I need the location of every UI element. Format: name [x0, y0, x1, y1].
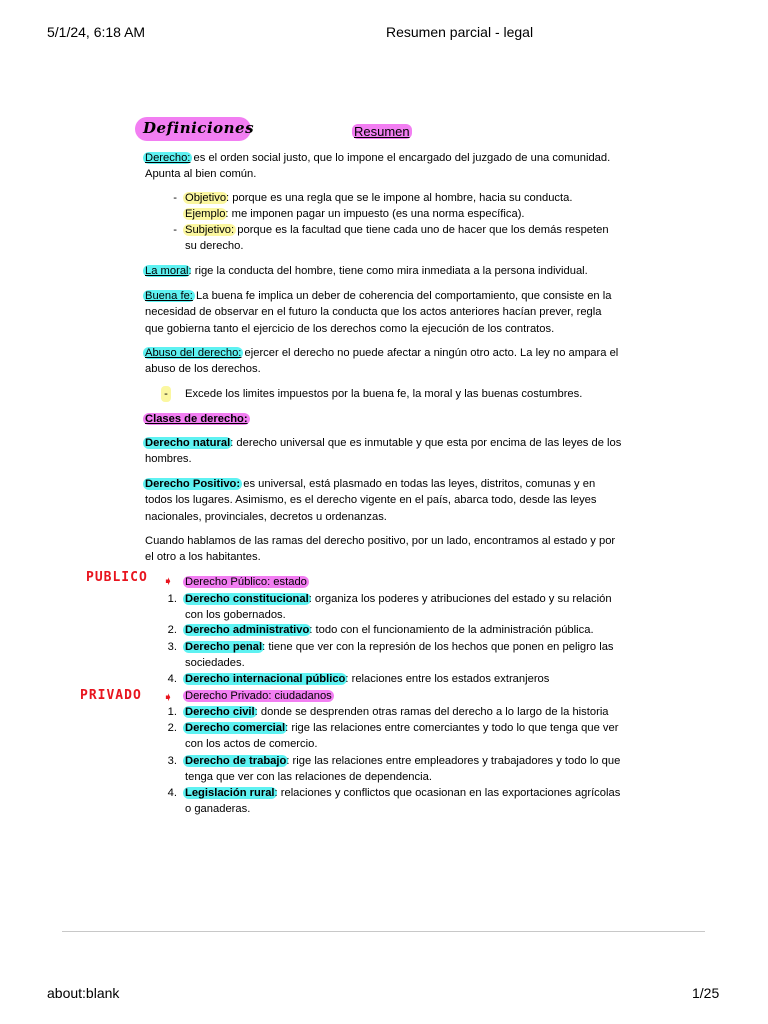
derecho-paragraph: [145, 150, 623, 183]
abuso-text: ejercer el derecho no puede afectar a ningún otro acto. La ley no ampara el abuso de los derechos.: [145, 347, 619, 376]
item-term: Derecho comercial: [185, 722, 286, 734]
item-number: 2.: [167, 624, 177, 636]
buenafe-term: Buena fe:: [145, 290, 193, 302]
item-text: : donde se desprenden otras ramas del derecho a lo largo de la historia: [254, 706, 609, 718]
dash-marker: -: [173, 192, 177, 204]
ejemplo-term: Ejemplo: [185, 208, 226, 220]
item-term: Derecho internacional público: [185, 673, 346, 685]
subjetivo-term: Subjetivo:: [185, 224, 235, 236]
publico-handwritten-note: PUBLICO: [86, 570, 148, 585]
item-term: Derecho de trabajo: [185, 755, 287, 767]
dash-marker: -: [173, 224, 177, 236]
item-text: : tiene que ver con la represión de los hechos que ponen en peligro las sociedades.: [185, 641, 614, 670]
footer-url: about:blank: [47, 985, 120, 1001]
moral-paragraph: [145, 263, 623, 279]
subjetivo-text: porque es la facultad que tiene cada uno de hacer que los demás respeten su derecho.: [185, 224, 609, 253]
arrow-icon: ➧: [163, 574, 174, 588]
item-text: : relaciones y conflictos que ocasionan en las exportaciones agrícolas o ganaderas.: [185, 787, 621, 816]
derecho-text: es el orden social justo, que lo impone el encargado del juzgado de una comunidad. Apunta al bien común.: [145, 152, 611, 181]
item-number: 1.: [167, 706, 177, 718]
item-number: 3.: [167, 641, 177, 653]
moral-text: : rige la conducta del hombre, tiene como mira inmediata a la persona individual.: [188, 265, 588, 277]
definiciones-title-text: Definiciones: [143, 119, 255, 137]
page-divider: [62, 931, 705, 932]
abuso-term: Abuso del derecho:: [145, 347, 242, 359]
item-term: Legislación rural: [185, 787, 275, 799]
positivo-paragraph: [145, 476, 623, 525]
item-text: : rige las relaciones entre comerciantes y todo lo que tenga que ver con los actos de comercio.: [185, 722, 619, 751]
buenafe-text: La buena fe implica un deber de coherencia del comportamiento, que consiste en la necesidad de observar en el futuro la conducta que los actos anteriores hacían prever, regla que gobierna tanto el ejercicio de los derechos como la ejecución de los contratos.: [145, 290, 612, 335]
objetivo-text: : porque es una regla que se le impone al hombre, hacia su conducta.: [226, 192, 573, 204]
item-text: : organiza los poderes y atribuciones del estado y su relación con los gobernados.: [185, 593, 612, 622]
abuso-bullet-text: Excede los limites impuestos por la buena fe, la moral y las buenas costumbres.: [185, 388, 583, 400]
natural-term: Derecho natural: [145, 437, 231, 449]
definiciones-title: [135, 117, 255, 141]
item-text: : relaciones entre los estados extranjeros: [345, 673, 550, 685]
privado-handwritten-note: PRIVADO: [80, 688, 142, 703]
item-number: 4.: [167, 787, 177, 799]
natural-paragraph: [145, 435, 623, 468]
privado-heading: Derecho Privado: ciudadanos: [185, 690, 332, 702]
item-number: 1.: [167, 593, 177, 605]
buenafe-paragraph: [145, 288, 623, 337]
item-term: Derecho civil: [185, 706, 255, 718]
ramas-paragraph: Cuando hablamos de las ramas del derecho positivo, por un lado, encontramos al estado y por el otro a los habitantes.: [145, 535, 616, 564]
item-number: 4.: [167, 673, 177, 685]
objetivo-term: Objetivo: [185, 192, 227, 204]
ejemplo-text: : me imponen pagar un impuesto (es una norma específica).: [225, 208, 525, 220]
resumen-heading: Resumen: [354, 124, 410, 139]
derecho-term: Derecho:: [145, 152, 191, 164]
arrow-icon: ➧: [163, 690, 174, 704]
page-number: 1/25: [692, 985, 720, 1001]
abuso-paragraph: [145, 345, 623, 378]
positivo-term: Derecho Positivo:: [145, 478, 241, 490]
publico-heading: Derecho Público: estado: [185, 576, 307, 588]
print-title: Resumen parcial - legal: [386, 24, 534, 40]
item-text: : todo con el funcionamiento de la administración pública.: [309, 624, 594, 636]
item-number: 3.: [167, 755, 177, 767]
natural-text: : derecho universal que es inmutable y que esta por encima de las leyes de los hombres.: [145, 437, 622, 466]
item-term: Derecho administrativo: [185, 624, 310, 636]
item-term: Derecho constitucional: [185, 593, 309, 605]
clases-heading: Clases de derecho:: [145, 413, 248, 425]
item-text: : rige las relaciones entre empleadores y trabajadores y todo lo que tenga que ver con las relaciones de dependencia.: [185, 755, 621, 784]
print-datetime: 5/1/24, 6:18 AM: [47, 24, 146, 40]
dash-marker: -: [161, 386, 171, 402]
positivo-text: es universal, está plasmado en todas las leyes, distritos, comunas y en todos los lugares. Asimismo, es el derecho vigente en el país, abarca todo, desde las leyes nacionales, provinciales, decretos u ordenanzas.: [145, 478, 597, 523]
item-term: Derecho penal: [185, 641, 263, 653]
item-number: 2.: [167, 722, 177, 734]
moral-term: La moral: [145, 265, 189, 277]
